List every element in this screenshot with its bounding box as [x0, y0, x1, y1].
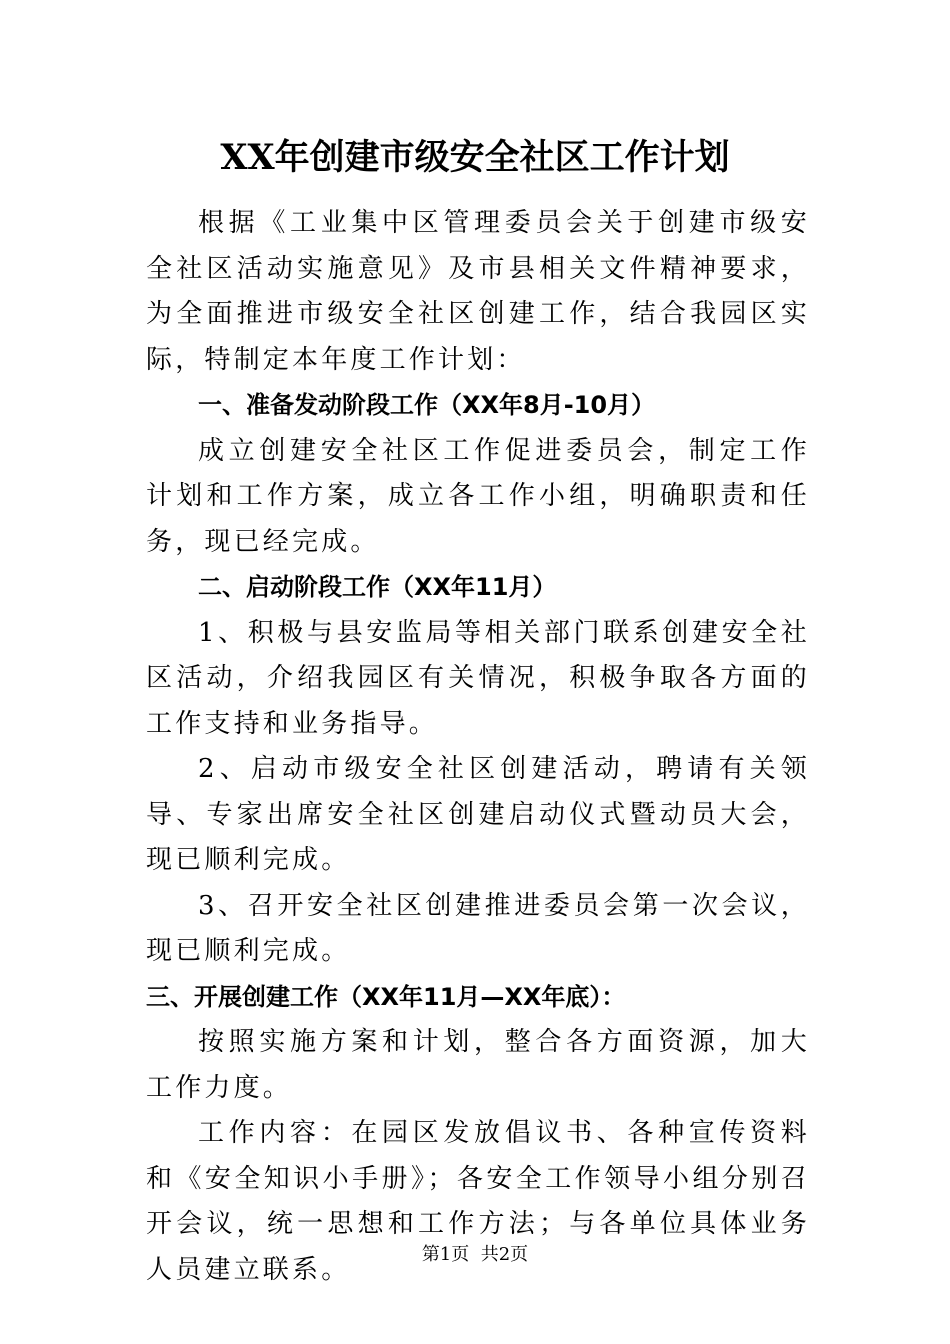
page-footer: 第1页 共2页 [421, 1244, 529, 1265]
section-2-item-1: 1、积极与县安监局等相关部门联系创建安全社区活动，介绍我园区有关情况，积极争取各方面的工作支持和业务指导。 [146, 617, 810, 739]
section-3-paragraph-1: 按照实施方案和计划，整合各方面资源，加大工作力度。 [146, 1027, 810, 1103]
intro-paragraph: 根据《工业集中区管理委员会关于创建市级安全社区活动实施意见》及市县相关文件精神要求，为全面推进市级安全社区创建工作，结合我园区实际，特制定本年度工作计划： [146, 208, 810, 375]
section-3-heading: 三、开展创建工作（XX年11月—XX年底）： [146, 982, 626, 1011]
section-1-heading: 一、准备发动阶段工作（XX年8月-10月） [198, 391, 656, 419]
document-body [146, 201, 810, 1293]
section-2-heading: 二、启动阶段工作（XX年11月） [198, 573, 557, 601]
section-3-paragraph-2: 工作内容：在园区发放倡议书、各种宣传资料和《安全知识小手册》；各安全工作领导小组分别召开会议，统一思想和工作方法；与各单位具体业务人员建立联系。 [146, 1118, 810, 1285]
section-2-item-2: 2、启动市级安全社区创建活动，聘请有关领导、专家出席安全社区创建启动仪式暨动员大会，现已顺利完成。 [146, 754, 810, 875]
section-2-item-3: 3、召开安全社区创建推进委员会第一次会议，现已顺利完成。 [146, 890, 810, 966]
document-title: XX年创建市级安全社区工作计划 [220, 137, 730, 178]
section-1-paragraph: 成立创建安全社区工作促进委员会，制定工作计划和工作方案，成立各工作小组，明确职责和任务，现已经完成。 [146, 435, 810, 557]
